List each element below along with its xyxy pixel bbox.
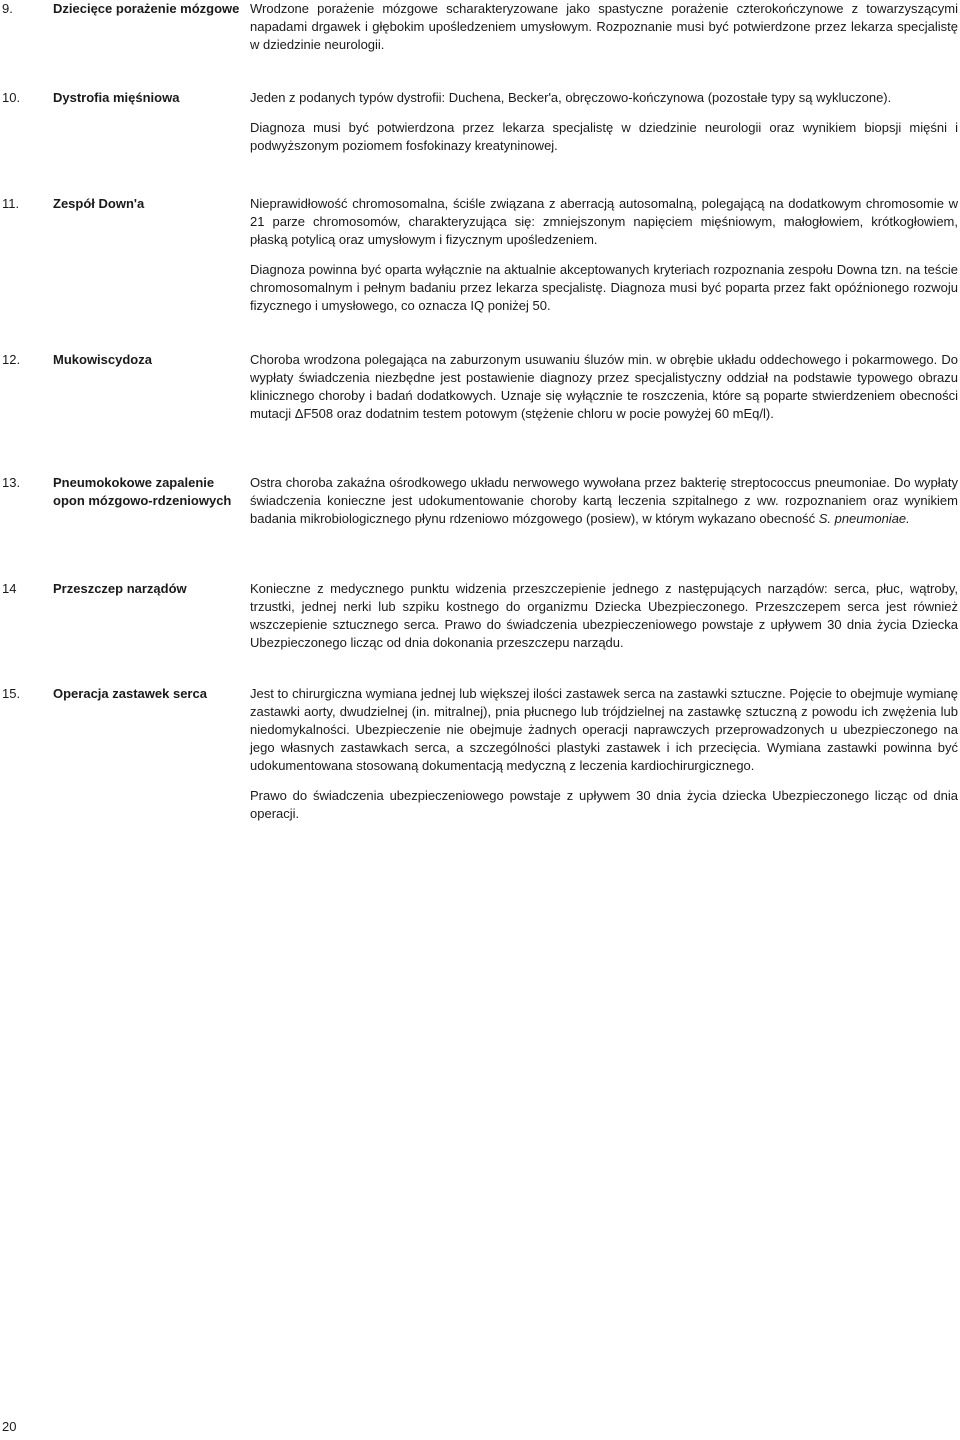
entry-paragraph: Diagnoza musi być potwierdzona przez lekarza specjalistę w dziedzinie neurologii oraz wynikiem biopsji mięśni i podwyższonym poziomem fosfokinazy kreatyninowej. (250, 120, 958, 153)
entry-paragraph: Jeden z podanych typów dystrofii: Duchena, Becker'a, obręczowo-kończynowa (pozostałe typy są wykluczone). (250, 90, 892, 105)
entry-body (250, 351, 958, 423)
entry-body (250, 89, 958, 155)
entry-paragraph-italic: S. pneumoniae. (818, 511, 910, 526)
entry-title: Zespół Down'a (53, 196, 145, 211)
entry-title: Mukowiscydoza (53, 352, 152, 367)
entry-paragraph: Choroba wrodzona polegająca na zaburzonym usuwaniu śluzów min. w obrębie układu oddechowego i pokarmowego. Do wypłaty świadczenia niezbędne jest postawienie diagnozy przez specjalistyczny oddział na podstawie typowego obrazu klinicznego choroby i badań dodatkowych. Uznaje się wyłącznie te roszczenia, które są poparte stwierdzeniem obecności mutacji ΔF508 oraz dodatnim testem potowym (stężenie chloru w pocie powyżej 60 mEq/l). (250, 352, 958, 421)
entry-paragraph: Diagnoza powinna być oparta wyłącznie na aktualnie akceptowanych kryteriach rozpoznania zespołu Downa tzn. na teście chromosomalnym i pełnym badaniu przez lekarza specjalistę. Diagnoza musi być poparta przez fakt opóźnionego rozwoju fizycznego i umysłowego, co oznacza IQ poniżej 50. (250, 262, 958, 313)
entry-number: 15. (2, 686, 21, 701)
entry-number: 14 (2, 581, 17, 596)
entry-number: 10. (2, 90, 21, 105)
entry-title: Operacja zastawek serca (53, 686, 207, 701)
entry-paragraph: Jest to chirurgiczna wymiana jednej lub większej ilości zastawek serca na zastawki sztuczne. Pojęcie to obejmuje wymianę zastawki aorty, dwudzielnej (in. mitralnej), pnia płucnego lub trójdzielnej na zastawkę sztuczną z powodu ich zwężenia lub niedomykalności. Ubezpieczenie nie obejmuje żadnych operacji naprawczych przeprowadzonych u ubezpieczonego na jego własnych zastawkach serca, a szczególności plastyki zastawek i ich przecięcia. Wymiana zastawki powinna być udokumentowana stosowaną dokumentacją medyczną z leczenia kardiochirurgicznego. (250, 686, 958, 773)
entry-paragraph: Wrodzone porażenie mózgowe scharakteryzowane jako spastyczne porażenie czterokończynowe z towarzyszącymi napadami drgawek i głębokim upośledzeniem umysłowym. Rozpoznanie musi być potwierdzone przez lekarza specjalistę w dziedzinie neurologii. (250, 1, 958, 52)
entry-number: 12. (2, 352, 21, 367)
entry-number: 13. (2, 475, 21, 490)
entry-paragraph-text: Ostra choroba zakaźna ośrodkowego układu nerwowego wywołana przez bakterię streptococcus pneumoniae. Do wypłaty świadczenia konieczne jest udokumentowanie choroby kartą leczenia szpitalnego z ww. rozpoznaniem oraz wynikiem badania mikrobiologicznego płynu rdzeniowo mózgowego (posiew), w którym wykazano obecność (250, 475, 958, 526)
entry-title: Przeszczep narządów (53, 581, 187, 596)
entry-number: 9. (2, 1, 13, 16)
entry-paragraph: Prawo do świadczenia ubezpieczeniowego powstaje z upływem 30 dnia życia dziecka Ubezpieczonego licząc od dnia operacji. (250, 788, 958, 821)
entry-body (250, 195, 958, 315)
entry-body (250, 580, 958, 652)
entry-number: 11. (2, 196, 20, 211)
page-number: 20 (2, 1419, 17, 1434)
entry-paragraph: Nieprawidłowość chromosomalna, ściśle związana z aberracją autosomalną, polegającą na dodatkowym chromosomie w 21 parze chromosomów, charakteryzująca się: zmniejszonym napięciem mięśniowym, małogłowiem, krótkogłowiem, płaską potylicą oraz umysłowym i fizycznym upośledzeniem. (250, 196, 958, 247)
entry-paragraph (250, 474, 958, 528)
entry-body (250, 474, 958, 528)
entry-body (250, 0, 958, 54)
entry-paragraph: Konieczne z medycznego punktu widzenia przeszczepienie jednego z następujących narządów: serca, płuc, wątroby, trzustki, jednej nerki lub szpiku kostnego do organizmu Dziecka Ubezpieczonego. Przeszczepem serca jest również wszczepienie sztucznego serca. Prawo do świadczenia ubezpieczeniowego powstaje z upływem 30 dnia życia Dziecka Ubezpieczonego licząc od dnia dokonania przeszczepu narządu. (250, 581, 958, 650)
entry-title: Dystrofia mięśniowa (53, 90, 180, 105)
entry-body (250, 685, 958, 823)
entry-title: Dziecięce porażenie mózgowe (53, 1, 240, 16)
entry-title: Pneumokokowe zapalenie opon mózgowo-rdzeniowych (53, 475, 232, 508)
